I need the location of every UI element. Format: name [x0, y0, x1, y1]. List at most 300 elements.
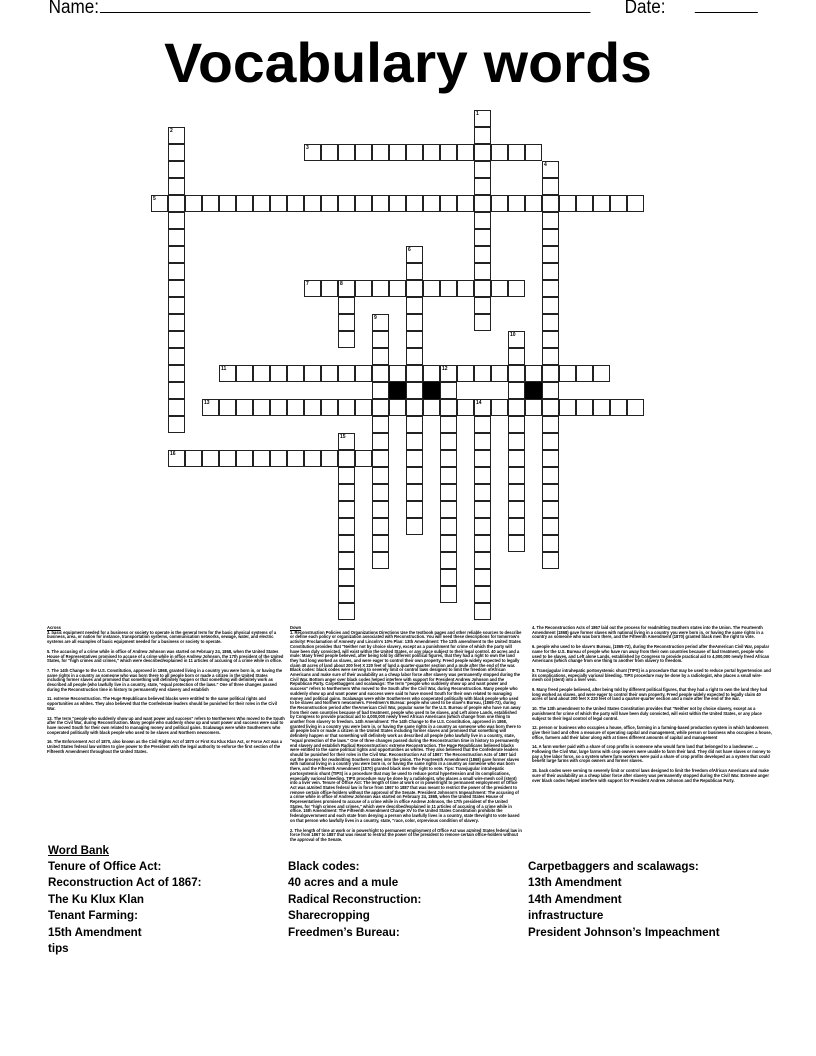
grid-cell[interactable] [304, 450, 321, 467]
grid-cell[interactable] [168, 178, 185, 195]
grid-cell[interactable] [372, 433, 389, 450]
grid-cell[interactable] [576, 195, 593, 212]
grid-cell[interactable] [474, 569, 491, 586]
grid-cell[interactable] [525, 195, 542, 212]
grid-cell[interactable] [236, 450, 253, 467]
grid-cell[interactable] [168, 144, 185, 161]
grid-cell[interactable] [406, 280, 423, 297]
grid-cell[interactable] [338, 280, 355, 297]
grid-cell[interactable] [508, 467, 525, 484]
grid-cell[interactable] [355, 450, 372, 467]
grid-cell[interactable] [440, 195, 457, 212]
grid-cell[interactable] [474, 161, 491, 178]
grid-cell[interactable] [287, 450, 304, 467]
grid-cell[interactable] [202, 399, 219, 416]
grid-cell[interactable] [474, 314, 491, 331]
grid-cell[interactable] [168, 348, 185, 365]
grid-cell[interactable] [440, 467, 457, 484]
grid-cell[interactable] [389, 399, 406, 416]
grid-cell[interactable] [474, 450, 491, 467]
grid-cell[interactable] [338, 297, 355, 314]
grid-cell[interactable] [474, 110, 491, 127]
grid-cell[interactable] [542, 467, 559, 484]
grid-cell[interactable] [542, 518, 559, 535]
grid-cell[interactable] [338, 484, 355, 501]
clue-down-9: 9. Many freed people believed, after being told by different political figures, that they had a right to own the land they had long worked as slaves, and were eager to control their own property. Freed people widely expected to legally claim 40 acres of land about 200 feet X 220 feet of land a quarter-quarter section and a mule after the end of the war. [532, 687, 768, 702]
grid-cell[interactable] [508, 280, 525, 297]
grid-cell[interactable] [321, 399, 338, 416]
grid-cell[interactable] [457, 399, 474, 416]
grid-cell[interactable] [168, 382, 185, 399]
grid-cell[interactable] [372, 348, 389, 365]
grid-cell[interactable] [372, 501, 389, 518]
grid-cell[interactable] [542, 399, 559, 416]
grid-cell[interactable] [287, 195, 304, 212]
grid-cell[interactable] [423, 365, 440, 382]
word-bank-item: Tenure of Office Act: [48, 860, 162, 873]
grid-cell[interactable] [474, 178, 491, 195]
clue-across-5: 5. The accusing of a crime while in office of Andrew Johnson was started on February 24, 1868, when the United States House of Representatives promised to accuse of a crime while in office Andrew Johnson, the 17th president of the United States, for "high crimes and crimes," which were described/explained in 11 articles of accusing of a crime while in office. [47, 648, 284, 664]
grid-cell[interactable] [253, 450, 270, 467]
grid-cell[interactable] [338, 450, 355, 467]
word-bank-column-3 [528, 859, 720, 941]
word-bank-item: The Ku Klux Klan [48, 892, 144, 906]
grid-cell[interactable] [338, 603, 355, 620]
grid-cell[interactable] [508, 195, 525, 212]
grid-cell[interactable] [151, 195, 168, 212]
grid-cell[interactable] [423, 195, 440, 212]
grid-cell[interactable] [168, 195, 185, 212]
grid-cell[interactable] [168, 365, 185, 382]
grid-cell[interactable] [287, 365, 304, 382]
grid-cell[interactable] [542, 382, 559, 399]
grid-cell[interactable] [355, 144, 372, 161]
grid-cell[interactable] [304, 280, 321, 297]
grid-cell[interactable] [338, 331, 355, 348]
grid-cell[interactable] [542, 246, 559, 263]
grid-cell[interactable] [423, 399, 440, 416]
grid-cell[interactable] [270, 195, 287, 212]
grid-cell[interactable] [304, 365, 321, 382]
grid-cell[interactable] [168, 246, 185, 263]
date-label: Date: [624, 0, 666, 18]
grid-cell[interactable] [542, 535, 559, 552]
grid-cell[interactable] [474, 365, 491, 382]
grid-cell[interactable] [168, 280, 185, 297]
grid-cell[interactable] [508, 450, 525, 467]
grid-cell[interactable] [372, 552, 389, 569]
grid-cell[interactable] [406, 467, 423, 484]
grid-cell[interactable] [406, 518, 423, 535]
grid-cell[interactable] [219, 399, 236, 416]
grid-cell[interactable] [508, 348, 525, 365]
grid-cell[interactable] [304, 399, 321, 416]
word-bank-item: 15th Amendment [48, 925, 142, 939]
grid-cell[interactable] [372, 331, 389, 348]
clue-number: 3 [306, 145, 309, 151]
grid-cell[interactable] [542, 416, 559, 433]
grid-cell[interactable] [542, 365, 559, 382]
grid-cell[interactable] [389, 195, 406, 212]
word-bank-item: President Johnson’s Impeachment [528, 925, 720, 939]
grid-cell[interactable] [491, 144, 508, 161]
grid-cell[interactable] [355, 195, 372, 212]
grid-cell[interactable] [355, 280, 372, 297]
across-header: Across [47, 625, 61, 630]
clue-number: 11 [221, 366, 227, 372]
grid-cell[interactable] [372, 484, 389, 501]
clue-across-3: 3. basic equipment needed for a business or society to operate is the general term for the basic physical systems of a business, area, or nation for instance, transportation systems, communication networks, sewage, water, and electric systems are all examples of basic equipment needed for a business or society to operate. [47, 629, 277, 645]
clue-down-15: 15. back codes were serving to severely limit or control laws designed to limit the freedom ofAfrican Americans and make sure of their availability as a cheap labor force after slavery was permanently stopped during the Civil War. Extreme anger over black codes helped interfere with support for President Andrew Johnson and the Republican Party. [532, 768, 769, 783]
grid-cell[interactable] [440, 569, 457, 586]
grid-cell[interactable] [457, 144, 474, 161]
word-bank-item: Tenant Farming: [48, 909, 138, 923]
grid-cell[interactable] [423, 280, 440, 297]
grid-cell[interactable] [440, 484, 457, 501]
grid-cell[interactable] [253, 365, 270, 382]
grid-cell[interactable] [440, 416, 457, 433]
grid-cell[interactable] [270, 399, 287, 416]
grid-cell[interactable] [627, 399, 644, 416]
clue-down-4: 4. The Reconstruction Acts of 1867 laid out the process for readmitting Southern states into the Union. The Fourteenth Amendment (1868) gave former slaves with national living in a country you were born in, or having the same rights in a country as someone who was born there, and the Fifteenth Amendment (1870) granted black men the right to vote. [532, 625, 764, 640]
grid-cell[interactable] [474, 280, 491, 297]
grid-cell[interactable] [440, 535, 457, 552]
across-clues [47, 626, 285, 759]
grid-cell[interactable] [474, 246, 491, 263]
word-bank-item: 40 acres and a mule [288, 876, 399, 890]
grid-cell[interactable] [406, 314, 423, 331]
grid-cell[interactable] [338, 195, 355, 212]
grid-cell[interactable] [525, 399, 542, 416]
grid-cell[interactable] [474, 467, 491, 484]
grid-cell[interactable] [253, 399, 270, 416]
grid-cell[interactable] [338, 433, 355, 450]
grid-cell[interactable] [474, 433, 491, 450]
grid-cell[interactable] [338, 501, 355, 518]
grid-cell[interactable] [338, 399, 355, 416]
grid-cell[interactable] [508, 399, 525, 416]
grid-cell[interactable] [372, 518, 389, 535]
word-bank-item: 14th Amendment [528, 892, 622, 906]
word-bank-item: 13th Amendment [528, 876, 622, 890]
black-cell [423, 382, 440, 399]
grid-cell[interactable] [406, 144, 423, 161]
grid-cell[interactable] [372, 280, 389, 297]
clue-number: 15 [340, 434, 346, 440]
clue-number: 16 [170, 451, 176, 457]
grid-cell[interactable] [406, 297, 423, 314]
grid-cell[interactable] [474, 212, 491, 229]
grid-cell[interactable] [168, 229, 185, 246]
grid-cell[interactable] [440, 382, 457, 399]
grid-cell[interactable] [287, 399, 304, 416]
grid-cell[interactable] [457, 195, 474, 212]
grid-cell[interactable] [406, 263, 423, 280]
clue-number: 14 [476, 400, 482, 406]
grid-cell[interactable] [440, 144, 457, 161]
grid-cell[interactable] [440, 501, 457, 518]
grid-cell[interactable] [202, 195, 219, 212]
grid-cell[interactable] [559, 195, 576, 212]
grid-cell[interactable] [508, 331, 525, 348]
grid-cell[interactable] [542, 484, 559, 501]
grid-cell[interactable] [542, 195, 559, 212]
grid-cell[interactable] [542, 348, 559, 365]
word-bank [48, 843, 788, 956]
grid-cell[interactable] [508, 433, 525, 450]
grid-cell[interactable] [372, 467, 389, 484]
word-bank-item: tips [48, 942, 69, 956]
word-bank-item: Reconstruction Act of 1867: [48, 876, 202, 890]
clue-across-13: 13. The term "people who suddenly show up and want power and success" refers to Northerners Who moved to the South after the Civil War, during Reconstruction. Many people who suddenly show up and want power and success were said to have moved South for their own related to managing money and political gains. Scalawags were white Southerners who cooperated politically with black people who used to be slaves and Northern newcomers. [47, 715, 285, 735]
grid-cell[interactable] [474, 263, 491, 280]
grid-cell[interactable] [168, 212, 185, 229]
grid-cell[interactable] [593, 365, 610, 382]
grid-cell[interactable] [627, 195, 644, 212]
grid-cell[interactable] [542, 297, 559, 314]
grid-cell[interactable] [542, 552, 559, 569]
grid-cell[interactable] [440, 450, 457, 467]
grid-cell[interactable] [372, 535, 389, 552]
word-bank-item: Radical Reconstruction: [288, 892, 422, 906]
word-bank-item: Sharecropping [288, 909, 370, 923]
grid-cell[interactable] [338, 552, 355, 569]
grid-cell[interactable] [185, 195, 202, 212]
grid-cell[interactable] [406, 246, 423, 263]
grid-cell[interactable] [474, 535, 491, 552]
grid-cell[interactable] [440, 552, 457, 569]
clue-down-8: 8. Transjugular intrahepatic portosystemic shunt (TIPS) is a procedure that may be used to reduce portal hypertension and its complications, especially variceal bleeding. TIPS procedure may be done by a radiologist, who places a small wire-mesh coil (stent) into a liver vein. [532, 667, 771, 683]
grid-cell[interactable] [406, 399, 423, 416]
word-bank-item: infrastructure [528, 909, 604, 923]
grid-cell[interactable] [440, 365, 457, 382]
grid-cell[interactable] [508, 144, 525, 161]
page-title: Vocabulary words [164, 31, 652, 94]
grid-cell[interactable] [440, 586, 457, 603]
clue-number: 4 [544, 162, 547, 168]
grid-cell[interactable] [338, 535, 355, 552]
grid-cell[interactable] [474, 603, 491, 620]
grid-cell[interactable] [338, 144, 355, 161]
clue-number: 5 [153, 196, 156, 202]
grid-cell[interactable] [474, 127, 491, 144]
clue-down-6: 6. people who used to be slave's Bureau, (1865-72), during the Reconstruction period after theAmerican Civil War, popular name for the U.S. Bureau of people who have run away from their own countries because of bad treatment, people who used to be slaves, and Left alone Lands, established by Congress to provide practical aid to 4,000,000 newly freed African Americans (which change from one thing to another from slavery to freedom. [532, 644, 770, 664]
grid-cell[interactable] [168, 399, 185, 416]
grid-cell[interactable] [440, 518, 457, 535]
grid-cell[interactable] [219, 365, 236, 382]
grid-cell[interactable] [270, 450, 287, 467]
clue-down-1: 1. Reconstruction Policies and Organizations Directions Use the textbook pages and other reliable sources to describe or define each policy or organization associated with Reconstruction. You will need these descriptions for tomorrow's activity! Proclamation of Amnesty and Lincoln's 10% Plan: 13th Amendment: The 13th amendment to the United States Constitution provides that "Neither not by choice slavery, except as a punishment for crime of which the party will have been duly convicted, will exist within the United States, or any place subject to their legal control. 40 acres and a mule: Many freed people believed, after being told by different political figures, that they had a right to own the land they had long worked as slaves, and were eager to control their own property. Freed people widely expected to legally claim 40 acres of land about 200 feet X 220 feet of land a quarter-quarter section and a mule after the end of the war. Black codes: black codes were serving to severely limit or control laws designed to limit the freedom ofAfrican Americans and make sure of their availability as a cheap labor force after slavery was permanently stopped during the Civil War. Bottom anger over black codes helped interfere with support for President Andrew Johnson and the Republican Party. Carpetbaggers and scalawags: The term "people who suddenly show up and want power and success" refers to Northerners Who moved to the South after the Civil War, during Reconstruction. Many people who suddenly show up and want power and success were said to have moved South for their own related to managing money and political gains. Scalawags were white Southerners who cooperated politically with black people who used to be slaves and Northern newcomers. Freedmen's Bureau: people who used to be slave's Bureau, (1865-72), during the Reconstruction period after theAmerican Civil War, popular name for the U.S. Bureau of people who have run away from their own countries because of bad treatment, people who used to be slaves, and Left alone Lands, established by Congress to provide practical aid to 4,000,000 newly freed African Americans (which change from one thing to another from slavery to freedom. 14th Amendment: The 14th Change to the U.S. Constitution, approved in 1868, granted living in a country you were born in, or having the same rights in a country as someone who was born there to all people born or made a citizen in the United States including former slaves and promised that something will definitely happen or that something will definitely work as described all people (who lawfully live in a country, state, "equal protection of the laws." One of three changes passed during the Reconstruction time in history to permanently end slavery and establish Radical Reconstruction: extreme Reconstruction. The Huge Republicans believed blacks were entitled to the same political rights and opportunities as whites. They also believed that the Confederate leaders should be punished for their roles in the Civil War. Reconstruction Act of 1867: The Reconstruction Acts of 1867 laid out the process for readmitting Southern states into the Union. The Fourteenth Amendment (1868) gave former slaves with national living in a country you were born in, or having the same rights in a country as someone who was born there, and the Fifteenth Amendment (1870) granted black men the right to vote. Tips: Transjugular intrahepatic portosystemic shunt (TIPS) is a procedure that may be used to reduce portal hypertension and its complications, especially variceal bleeding. TIPS procedure may be done by a radiologist, who places a small wire-mesh coil (stent) into a liver vein. Tenure of Office Act: The length of time at work or in power/right to permanent employment of Office Act was aUnited States federal law in force from 1867 to 1887 that was meant to restrict the power of the president to remove certain office-holders without the approval of the Senate. President Johnson's Impeachment: The accusing of a crime while in office of Andrew Johnson was started on February 24, 1868, when the United States House of Representatives promised to accuse of a crime while in office Andrew Johnson, the 17th president of the United States, for "high crimes and crimes," which were described/explained in 11 articles of accusing of a crime while in office. 15th Amendment: The Fifteenth Amendment Change XV to the United States Constitution prohibits the federalgovernment and each state from denying a person who lawfully lives in a country, state thevright to vote based on that person who lawfully lives in a country, state, "race, color, orprevious condition of slavery. [290, 629, 522, 823]
grid-cell[interactable] [474, 552, 491, 569]
grid-cell[interactable] [440, 433, 457, 450]
grid-cell[interactable] [542, 212, 559, 229]
grid-cell[interactable] [542, 314, 559, 331]
grid-cell[interactable] [508, 416, 525, 433]
clue-number: 7 [306, 281, 309, 287]
grid-cell[interactable] [542, 161, 559, 178]
grid-cell[interactable] [338, 314, 355, 331]
grid-cell[interactable] [508, 484, 525, 501]
grid-cell[interactable] [474, 229, 491, 246]
grid-cell[interactable] [474, 416, 491, 433]
grid-cell[interactable] [406, 195, 423, 212]
grid-cell[interactable] [474, 399, 491, 416]
word-bank-item: Black codes: [288, 860, 360, 873]
grid-cell[interactable] [559, 365, 576, 382]
grid-cell[interactable] [423, 144, 440, 161]
grid-cell[interactable] [236, 399, 253, 416]
grid-cell[interactable] [474, 297, 491, 314]
grid-cell[interactable] [406, 433, 423, 450]
grid-cell[interactable] [508, 535, 525, 552]
grid-cell[interactable] [236, 195, 253, 212]
grid-cell[interactable] [253, 195, 270, 212]
grid-cell[interactable] [168, 263, 185, 280]
grid-cell[interactable] [389, 144, 406, 161]
grid-cell[interactable] [610, 195, 627, 212]
grid-cell[interactable] [406, 416, 423, 433]
clue-number: 2 [170, 128, 173, 134]
clue-across-11: 11. extreme Reconstruction. The Huge Republicans believed blacks were entitled to the same political rights and opportunities as whites. They also believed that the Confederate leaders should be punished for their roles in the Civil War. [47, 696, 277, 711]
grid-cell[interactable] [559, 399, 576, 416]
grid-cell[interactable] [406, 450, 423, 467]
grid-cell[interactable] [355, 399, 372, 416]
grid-cell[interactable] [542, 501, 559, 518]
grid-cell[interactable] [474, 484, 491, 501]
grid-cell[interactable] [372, 382, 389, 399]
clue-number: 8 [340, 281, 343, 287]
grid-cell[interactable] [593, 399, 610, 416]
grid-cell[interactable] [440, 280, 457, 297]
grid-cell[interactable] [304, 195, 321, 212]
grid-cell[interactable] [406, 382, 423, 399]
grid-cell[interactable] [304, 144, 321, 161]
clue-number: 12 [442, 366, 448, 372]
grid-cell[interactable] [474, 586, 491, 603]
grid-cell[interactable] [338, 467, 355, 484]
down-header: Down [290, 625, 302, 630]
grid-cell[interactable] [168, 450, 185, 467]
word-bank-column-2 [288, 859, 421, 941]
grid-cell[interactable] [219, 195, 236, 212]
grid-cell[interactable] [406, 331, 423, 348]
grid-cell[interactable] [389, 365, 406, 382]
grid-cell[interactable] [168, 314, 185, 331]
grid-cell[interactable] [542, 450, 559, 467]
grid-cell[interactable] [168, 331, 185, 348]
clue-number: 9 [374, 315, 377, 321]
grid-cell[interactable] [321, 144, 338, 161]
clue-across-7: 7. The 14th Change to the U.S. Constitution, approved in 1868, granted living in a country you were born in, or having the same rights in a country as someone who was born there to all people born or made a citizen in the United States including former slaves and promised that something will definitely happen or that something will definitely work as described all people (who lawfully live in a country, state, "equal protection of the laws." One of three changes passed during the Reconstruction time in history to permanently end slavery and establish [47, 667, 283, 692]
grid-cell[interactable] [491, 399, 508, 416]
grid-cell[interactable] [236, 365, 253, 382]
grid-cell[interactable] [372, 416, 389, 433]
grid-cell[interactable] [321, 195, 338, 212]
grid-cell[interactable] [491, 365, 508, 382]
grid-cell[interactable] [593, 195, 610, 212]
grid-cell[interactable] [610, 399, 627, 416]
grid-cell[interactable] [270, 365, 287, 382]
grid-cell[interactable] [321, 365, 338, 382]
grid-cell[interactable] [202, 450, 219, 467]
word-bank-item: Carpetbaggers and scalawags: [528, 860, 699, 873]
grid-cell[interactable] [406, 484, 423, 501]
grid-cell[interactable] [406, 501, 423, 518]
grid-cell[interactable] [474, 144, 491, 161]
grid-cell[interactable] [338, 365, 355, 382]
word-bank-column-1 [48, 859, 202, 957]
grid-cell[interactable] [168, 127, 185, 144]
grid-cell[interactable] [372, 195, 389, 212]
grid-cell[interactable] [406, 348, 423, 365]
clue-number: 10 [510, 332, 516, 338]
grid-cell[interactable] [168, 416, 185, 433]
grid-cell[interactable] [542, 433, 559, 450]
grid-cell[interactable] [576, 365, 593, 382]
grid-cell[interactable] [372, 144, 389, 161]
grid-cell[interactable] [321, 450, 338, 467]
grid-cell[interactable] [389, 280, 406, 297]
clue-down-10: 10. The 13th amendment to the United States Constitution provides that "Neither not by choice slavery, except as a punishment for crime of which the party will have been duly convicted, will exist within the United States, or any place subject to their legal control of legal control. [532, 706, 762, 721]
grid-cell[interactable] [508, 501, 525, 518]
grid-cell[interactable] [542, 229, 559, 246]
grid-cell[interactable] [508, 382, 525, 399]
grid-cell[interactable] [372, 399, 389, 416]
grid-cell[interactable] [440, 399, 457, 416]
grid-cell[interactable] [474, 195, 491, 212]
grid-cell[interactable] [372, 314, 389, 331]
grid-cell[interactable] [219, 450, 236, 467]
black-cell [389, 382, 406, 399]
grid-cell[interactable] [542, 178, 559, 195]
grid-cell[interactable] [406, 365, 423, 382]
grid-cell[interactable] [525, 365, 542, 382]
down-clues-continued [532, 626, 772, 788]
grid-cell[interactable] [508, 365, 525, 382]
clue-number: 6 [408, 247, 411, 253]
clue-number: 13 [204, 400, 210, 406]
grid-cell[interactable] [491, 280, 508, 297]
grid-cell[interactable] [525, 144, 542, 161]
down-clues [290, 626, 522, 848]
clue-down-2: 2. The length of time at work or in power/right to permanent employment of Office Act was aUnited States federal law in force from 1867 to 1887 that was meant to restrict the power of the president to remove certain office-holders without the approval of the Senate. [290, 827, 522, 842]
grid-cell[interactable] [355, 365, 372, 382]
grid-cell[interactable] [185, 450, 202, 467]
grid-cell[interactable] [372, 365, 389, 382]
grid-cell[interactable] [542, 263, 559, 280]
grid-cell[interactable] [542, 280, 559, 297]
grid-cell[interactable] [338, 569, 355, 586]
grid-cell[interactable] [321, 280, 338, 297]
grid-cell[interactable] [457, 365, 474, 382]
grid-cell[interactable] [338, 586, 355, 603]
clue-down-14: 14. A farm worker paid with a share of crop profits is someone who would farm land that belonged to a landowner. ... Following the Civil War, large farms with crop owners were unable to farm their land. They did not have slaves or money to pay a free labor force, so a system where farm workers were paid a share of crop profits developed as a system that could benefit large farms with crops owners and former slaves. [532, 744, 771, 764]
grid-cell[interactable] [457, 280, 474, 297]
grid-cell[interactable] [491, 195, 508, 212]
word-bank-title: Word Bank [48, 844, 109, 857]
grid-cell[interactable] [474, 518, 491, 535]
clue-down-12: 12. person or business who occupies a house, office, farming in a farming-based production system in which landowners give their land and often a measure of operating capital and management, while person or business who occupies a house, office, farmers add their labor along with at times different amounts of capital and management [532, 725, 772, 740]
grid-cell[interactable] [576, 399, 593, 416]
grid-cell[interactable] [508, 518, 525, 535]
grid-cell[interactable] [542, 331, 559, 348]
clue-across-16: 16. The Enforcement Act of 1870, also known as the Civil Rights Act of 1870 or First Ku Klux Klan Act, or Force Act was a United States federal law written to give power to the President with the legal authority to enforce the first section of the Fifteenth Amendment throughout the United States. [47, 739, 283, 754]
grid-cell[interactable] [372, 450, 389, 467]
grid-cell[interactable] [474, 501, 491, 518]
grid-cell[interactable] [168, 297, 185, 314]
grid-cell[interactable] [338, 518, 355, 535]
grid-cell[interactable] [168, 161, 185, 178]
